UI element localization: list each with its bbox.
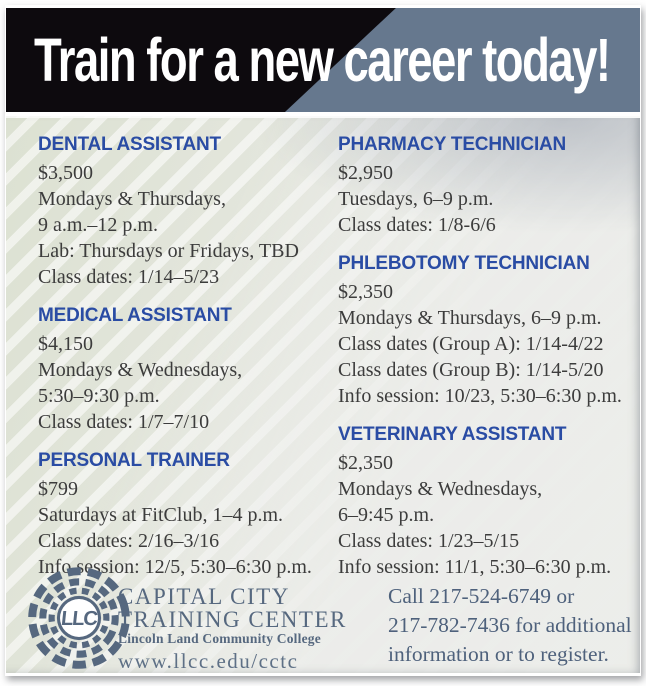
program-detail-line: Saturdays at FitClub, 1–4 p.m. — [38, 504, 283, 526]
program-detail-line: $799 — [38, 478, 78, 500]
program-title: PERSONAL TRAINER — [38, 450, 230, 471]
program-detail-line: Class dates (Group B): 1/14-5/20 — [338, 359, 604, 381]
program-detail-line: Tuesdays, 6–9 p.m. — [338, 188, 494, 210]
program-detail-line: $4,150 — [38, 333, 93, 355]
college-name: Lincoln Land Community College — [118, 631, 321, 646]
header-title: Train for a new career today! — [34, 26, 610, 94]
contact-line: information or to register. — [388, 642, 609, 666]
flyer — [5, 5, 641, 676]
program-phlebotomy-technician — [338, 253, 640, 409]
program-detail-line: $2,950 — [338, 162, 393, 184]
program-detail-line: $3,500 — [38, 162, 93, 184]
org-name-line2: TRAINING CENTER — [118, 607, 347, 632]
program-detail-line: Mondays & Wednesdays, — [38, 359, 243, 381]
program-detail-line: 5:30–9:30 p.m. — [38, 385, 160, 407]
program-detail-line: Class dates (Group A): 1/14-4/22 — [338, 333, 604, 355]
program-medical-assistant — [38, 305, 332, 435]
program-title: DENTAL ASSISTANT — [38, 134, 221, 155]
right-column — [338, 118, 640, 595]
program-detail-line: Mondays & Thursdays, — [38, 188, 226, 210]
program-personal-trainer — [38, 450, 332, 580]
program-detail-line: 6–9:45 p.m. — [338, 504, 435, 526]
program-detail-line: Info session: 10/23, 5:30–6:30 p.m. — [338, 385, 622, 407]
contact-line: Call 217-524-6749 or — [388, 584, 575, 608]
program-detail-line: $2,350 — [338, 452, 393, 474]
organization-block — [118, 585, 347, 673]
program-detail-line: $2,350 — [338, 281, 393, 303]
contact-line: 217-782-7436 for additional — [388, 613, 632, 637]
program-pharmacy-technician — [338, 134, 640, 238]
program-detail-line: Info session: 11/1, 5:30–6:30 p.m. — [338, 556, 612, 578]
program-listing-panel — [6, 116, 640, 673]
program-title: VETERINARY ASSISTANT — [338, 424, 567, 445]
program-detail-line: Class dates: 1/14–5/23 — [38, 266, 220, 288]
program-title: PHLEBOTOMY TECHNICIAN — [338, 253, 590, 274]
program-detail-line: Info session: 12/5, 5:30–6:30 p.m. — [38, 556, 312, 578]
program-detail-line: Class dates: 1/23–5/15 — [338, 530, 520, 552]
org-name-line1: CAPITAL CITY — [118, 584, 290, 609]
program-detail-line: 9 a.m.–12 p.m. — [38, 214, 158, 236]
program-dental-assistant — [38, 134, 332, 290]
left-column — [38, 118, 332, 595]
llcc-logo-icon — [26, 565, 132, 671]
flyer-header — [6, 8, 640, 112]
program-detail-line: Class dates: 1/7–7/10 — [38, 411, 210, 433]
program-title: PHARMACY TECHNICIAN — [338, 134, 567, 155]
program-detail-line: Mondays & Thursdays, 6–9 p.m. — [338, 307, 602, 329]
logo-monogram: LLC — [59, 608, 98, 631]
program-detail-line: Lab: Thursdays or Fridays, TBD — [38, 240, 299, 262]
program-detail-line: Class dates: 2/16–3/16 — [38, 530, 220, 552]
program-detail-line: Mondays & Wednesdays, — [338, 478, 543, 500]
program-detail-line: Class dates: 1/8-6/6 — [338, 214, 496, 236]
website-url: www.llcc.edu/cctc — [118, 649, 299, 673]
program-veterinary-assistant — [338, 424, 640, 580]
contact-block — [388, 582, 632, 669]
program-title: MEDICAL ASSISTANT — [38, 305, 232, 326]
